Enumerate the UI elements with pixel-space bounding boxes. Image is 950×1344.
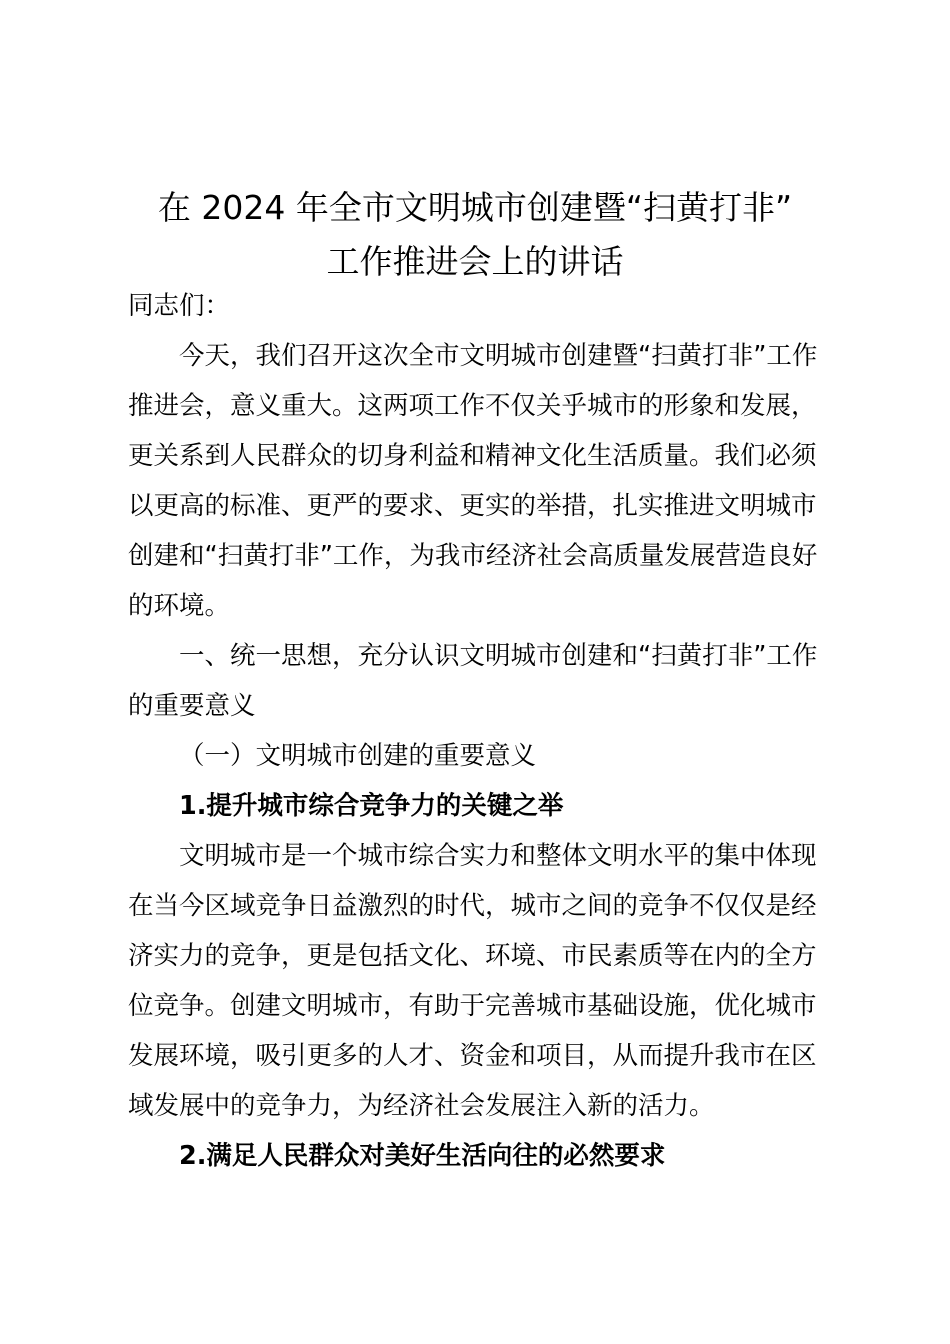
point-paragraph-1: 文明城市是一个城市综合实力和整体文明水平的集中体现在当今区域竞争日益激烈的时代，城市之间的竞争不仅仅是经济实力的竞争，更是包括文化、环境、市民素质等在内的全方位竞争。创建文明城市，有助于完善城市基础设施，优化城市发展环境，吸引更多的人才、资金和项目，从而提升我市在区域发展中的竞争力，为经济社会发展注入新的活力。: [128, 841, 817, 1121]
subsection-heading-1: （一）文明城市创建的重要意义: [179, 741, 537, 771]
document-title-line-2: 工作推进会上的讲话: [326, 242, 624, 281]
point-heading-2: 2.满足人民群众对美好生活向往的必然要求: [179, 1141, 666, 1171]
point-heading-1: 1.提升城市综合竞争力的关键之举: [179, 791, 564, 821]
document-title-line-1: 在 2024 年全市文明城市创建暨“扫黄打非”: [157, 188, 793, 227]
section-heading-1: 一、统一思想，充分认识文明城市创建和“扫黄打非”工作的重要意义: [128, 641, 818, 721]
salutation: 同志们：: [128, 291, 231, 321]
document-body: [128, 281, 838, 1181]
intro-paragraph: 今天，我们召开这次全市文明城市创建暨“扫黄打非”工作推进会，意义重大。这两项工作不仅关乎城市的形象和发展，更关系到人民群众的切身利益和精神文化生活质量。我们必须以更高的标准、更严的要求、更实的举措，扎实推进文明城市创建和“扫黄打非”工作，为我市经济社会高质量发展营造良好的环境。: [128, 341, 818, 621]
